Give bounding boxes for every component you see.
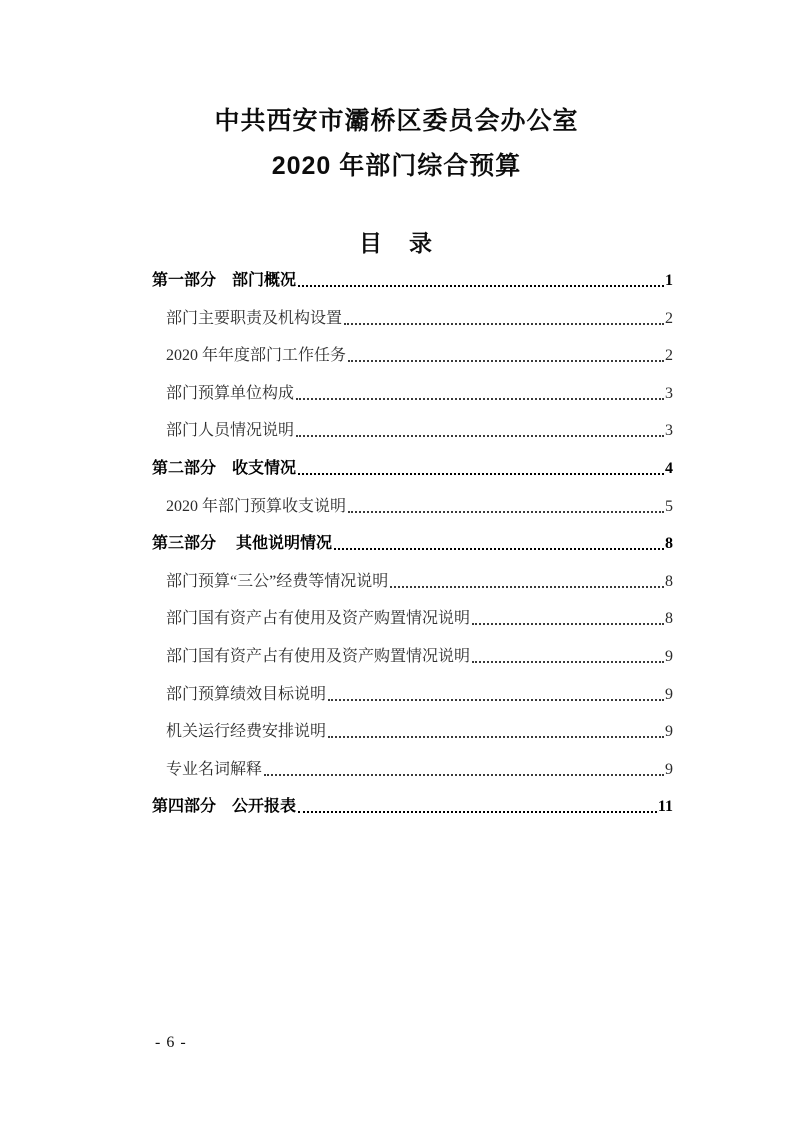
toc-entry-page: 5 xyxy=(665,497,673,515)
toc-entry-page: 8 xyxy=(665,572,673,590)
toc-entry-page: 9 xyxy=(665,760,673,778)
dot-leader xyxy=(296,435,664,437)
toc-entry[interactable] xyxy=(152,309,673,328)
dot-leader xyxy=(334,548,664,550)
toc-list xyxy=(152,271,673,835)
toc-entry-page: 9 xyxy=(665,647,673,665)
toc-entry-page: 1 xyxy=(665,272,673,289)
dot-leader xyxy=(298,811,657,813)
toc-entry-label: 部门人员情况说明 xyxy=(166,422,295,440)
footer-page-number: - 6 - xyxy=(155,1034,187,1051)
toc-entry[interactable] xyxy=(152,647,673,666)
toc-entry[interactable] xyxy=(152,609,673,628)
toc-entry-label: 2020 年部门预算收支说明 xyxy=(166,497,347,515)
toc-entry[interactable] xyxy=(152,534,673,553)
dot-leader xyxy=(348,360,664,362)
toc-entry-label: 部门国有资产占有使用及资产购置情况说明 xyxy=(166,647,471,665)
toc-entry-label: 第四部分 公开报表 xyxy=(152,798,297,816)
toc-entry[interactable] xyxy=(152,797,673,816)
toc-entry-label: 第一部分 部门概况 xyxy=(152,272,297,289)
toc-entry-label: 部门预算“三公”经费等情况说明 xyxy=(166,572,389,590)
dot-leader xyxy=(472,623,664,625)
toc-entry-label: 2020 年年度部门工作任务 xyxy=(166,347,347,365)
toc-entry-label: 部门预算绩效目标说明 xyxy=(166,685,327,703)
toc-entry-page: 8 xyxy=(665,535,673,553)
toc-entry[interactable] xyxy=(152,572,673,591)
dot-leader xyxy=(264,774,664,776)
dot-leader xyxy=(298,473,664,475)
toc-entry-page: 9 xyxy=(665,685,673,703)
toc-entry[interactable] xyxy=(152,271,673,290)
toc-entry[interactable] xyxy=(152,497,673,516)
toc-entry[interactable] xyxy=(152,346,673,365)
toc-entry[interactable] xyxy=(152,421,673,440)
toc-entry-page: 2 xyxy=(665,347,673,365)
toc-entry-label: 第三部分 其他说明情况 xyxy=(152,535,333,553)
toc-entry-page: 11 xyxy=(657,798,673,816)
toc-entry-page: 4 xyxy=(665,459,673,477)
document-title-line1: 中共西安市灞桥区委员会办公室 xyxy=(214,107,579,135)
document-title-line2: 2020 年部门综合预算 xyxy=(271,152,522,180)
dot-leader xyxy=(298,285,664,287)
dot-leader xyxy=(472,661,664,663)
toc-entry-page: 3 xyxy=(665,422,673,440)
toc-entry-label: 第二部分 收支情况 xyxy=(152,459,297,477)
toc-entry[interactable] xyxy=(152,760,673,779)
toc-entry-label: 部门预算单位构成 xyxy=(166,384,295,402)
dot-leader xyxy=(296,398,664,400)
toc-entry-label: 专业名词解释 xyxy=(166,760,263,778)
toc-entry-page: 2 xyxy=(665,309,673,327)
toc-entry[interactable] xyxy=(152,384,673,403)
toc-entry[interactable] xyxy=(152,685,673,704)
dot-leader xyxy=(348,511,664,513)
dot-leader xyxy=(328,736,664,738)
toc-entry-label: 部门国有资产占有使用及资产购置情况说明 xyxy=(166,610,471,628)
toc-entry[interactable] xyxy=(152,722,673,741)
toc-entry-page: 3 xyxy=(665,384,673,402)
toc-entry-page: 8 xyxy=(665,610,673,628)
dot-leader xyxy=(390,586,664,588)
toc-entry[interactable] xyxy=(152,459,673,478)
toc-entry-label: 部门主要职责及机构设置 xyxy=(166,309,343,327)
toc-entry-label: 机关运行经费安排说明 xyxy=(166,723,327,741)
dot-leader xyxy=(344,323,664,325)
dot-leader xyxy=(328,699,664,701)
toc-entry-page: 9 xyxy=(665,723,673,741)
toc-heading: 目 录 xyxy=(359,231,434,256)
